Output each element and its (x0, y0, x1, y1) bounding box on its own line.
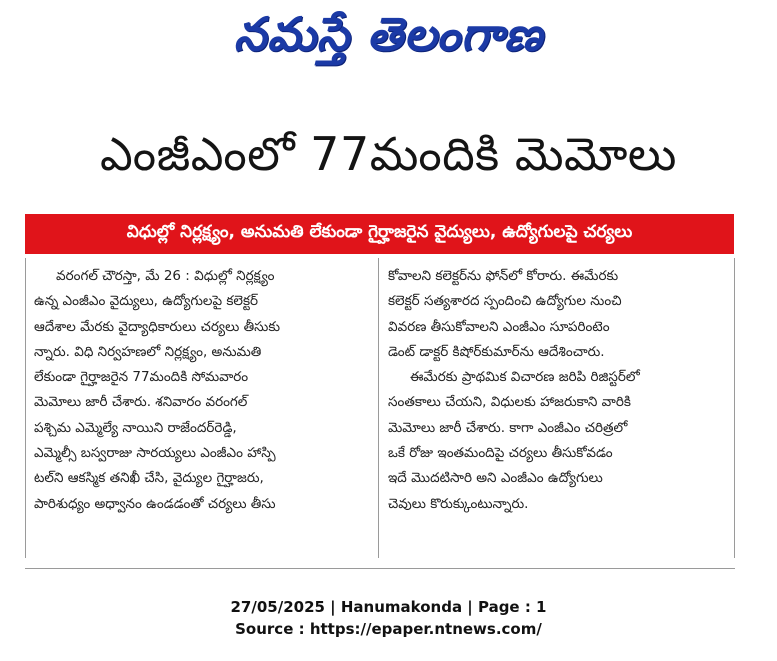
article-line: కోవాలని కలెక్టర్‌ను ఫోన్‌లో కోరారు. ఈమేరకు (388, 268, 619, 284)
article-line: లేకుండా గైర్హాజరైన 77మందికి సోమవారం (34, 369, 249, 386)
article-column-right (388, 264, 726, 558)
article-line: టల్‌ని ఆకస్మిక తనిఖీ చేసి, వైద్యుల గైర్హాజరు, (34, 470, 264, 487)
article-line: ఒకే రోజు ఇంతమందిపై చర్యలు తీసుకోవడం (388, 445, 613, 462)
article-line: ఉన్న ఎంజీఎం వైద్యులు, ఉద్యోగులపై కలెక్టర్‌ (34, 293, 259, 310)
bottom-divider (25, 568, 735, 569)
article-line: పారిశుధ్యం అధ్వానం ఉండడంతో చర్యలు తీసు (34, 495, 276, 512)
footer-source: Source : https://epaper.ntnews.com/ (235, 620, 542, 638)
article-headline (0, 120, 777, 200)
article-body (25, 258, 735, 558)
article-line: ఇదే మొదటిసారి అని ఎంజీఎం ఉద్యోగులు (388, 470, 603, 487)
footer-date-edition: 27/05/2025 | Hanumakonda | Page : 1 (230, 598, 547, 616)
column-divider (378, 258, 379, 558)
article-line: మెమోలు జారీ చేశారు. కాగా ఎంజీఎం చరిత్రలో (388, 419, 628, 436)
article-line: వరంగల్‌ చౌరస్తా, మే 26 : విధుల్లో నిర్లక్ష్యం (56, 268, 275, 284)
article-line: డెంట్‌ డాక్టర్‌ కిషోర్‌కుమార్‌ను ఆదేశించారు. (388, 343, 605, 360)
article-line: మెమోలు జారీ చేశారు. శనివారం వరంగల్‌ (34, 394, 248, 411)
masthead (0, 0, 777, 80)
subheadline-text: విధుల్లో నిర్లక్ష్యం, అనుమతి లేకుండా గైర్హాజరైన వైద్యులు, ఉద్యోగులపై చర్యలు (126, 222, 633, 242)
newspaper-logo-title: నమస్తే తెలంగాణ (233, 7, 544, 61)
article-line: పశ్చిమ ఎమ్మెల్యే నాయిని రాజేందర్‌రెడ్డి, (34, 419, 237, 436)
article-column-left (34, 264, 374, 558)
subheadline-banner (25, 214, 734, 254)
article-line: వివరణ తీసుకోవాలని ఎంజీఎం సూపరింటెం (388, 318, 610, 335)
article-line: సంతకాలు చేయని, విధులకు హాజరుకాని వారికి (388, 394, 631, 411)
footer (0, 596, 777, 640)
article-line: కలెక్టర్‌ సత్యశారద స్పందించి ఉద్యోగుల నుంచి (388, 293, 622, 310)
article-line: చెవులు కొరుక్కుంటున్నారు. (388, 495, 529, 512)
article-line: ఈమేరకు ప్రాథమిక విచారణ జరిపి రిజిస్టర్‌లో (410, 369, 640, 386)
article-line: ఎమ్మెల్సీ బస్వరాజు సారయ్యలు ఎంజీఎం హాస్పి (34, 445, 276, 462)
article-line: న్నారు. విధి నిర్వహణలో నిర్లక్ష్యం, అనుమతి (34, 343, 262, 360)
article-line: ఆదేశాల మేరకు వైద్యాధికారులు చర్యలు తీసుకు (34, 318, 281, 335)
headline-text: ఎంజీఎంలో 77మందికి మెమోలు (100, 127, 677, 181)
